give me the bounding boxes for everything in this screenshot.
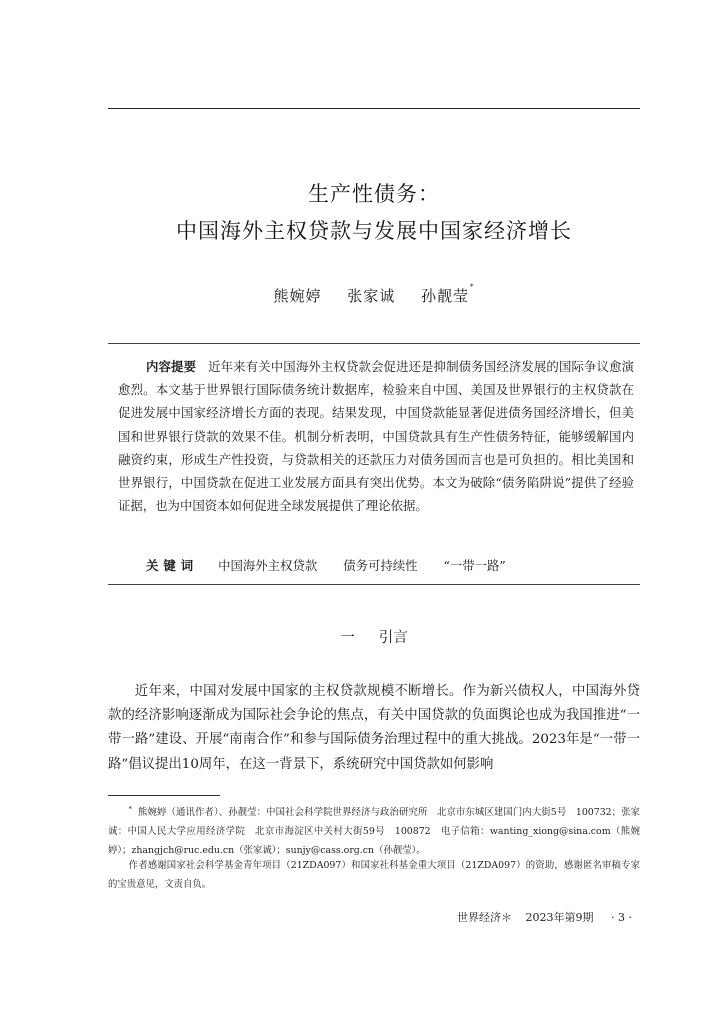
footnote (108, 857, 640, 895)
article-title-line-1: 生产性债务： (308, 182, 440, 206)
section-heading (108, 626, 640, 647)
journal-name: 世界经济＊ (457, 911, 512, 924)
footnote-rule (108, 795, 220, 796)
author-name: 孙靓莹* (421, 283, 475, 305)
author-list (108, 285, 640, 306)
author-footnote-mark: * (470, 283, 475, 291)
article-title-line-2: 中国海外主权贷款与发展中国家经济增长 (176, 219, 572, 243)
header-rule (108, 108, 640, 109)
footnote-mark: * (128, 805, 132, 813)
abstract-text: 近年来有关中国海外主权贷款会促进还是抑制债务国经济发展的国际争议愈演愈烈。本文基于世界银行国际债务统计数据库，检验来自中国、美国及世界银行的主权贷款在促进发展中国家经济增长方面的表现。结果发现，中国贷款能显著促进债务国经济增长，但美国和世界银行贷款的效果不佳。机制分析表明，中国贷款具有生产性债务特征，能够缓解国内融资约束，形成生产性投资，与贷款相关的还款压力对债务国而言也是可负担的。相比美国和世界银行，中国贷款在促进工业发展方面具有突出优势。本文为破除“债务陷阱说”提供了经验证据，也为中国资本如何促进全球发展提供了理论依据。 (118, 359, 635, 514)
body-paragraph: 近年来，中国对发展中国家的主权贷款规模不断增长。作为新兴债权人，中国海外贷款的经济影响逐渐成为国际社会争论的焦点，有关中国贷款的负面舆论也成为我国推进“一带一路”建设、开展“南南合作”和参与国际债务治理过程中的重大挑战。2023年是“一带一路”倡议提出10周年，在这一背景下，系统研究中国贷款如何影响 (108, 684, 640, 772)
keyword: 中国海外主权贷款 (218, 558, 318, 573)
keyword: “一带一路” (443, 558, 506, 573)
author-name: 张家诚 (347, 287, 396, 305)
abstract-rule-bottom (108, 584, 640, 585)
keywords-label: 关键词 (146, 558, 199, 573)
keywords (118, 556, 634, 574)
page-number: · 3 · (611, 911, 632, 924)
section-title: 引言 (378, 630, 408, 646)
author-name: 熊婉婷 (273, 287, 322, 305)
page-footer (447, 909, 632, 925)
footnote-text: 熊婉婷（通讯作者）、孙靓莹：中国社会科学院世界经济与政治研究所 北京市东城区建国门内大街5号 100732；张家诚：中国人民大学应用经济学院 北京市海淀区中关村大街59号 100872 电子信箱：wanting_xiong@sina.com（熊婉婷）；zhangjch@ruc.edu.cn（张家诚）；sunjy@cass.org.cn（孙靓莹）。 (108, 807, 640, 856)
abstract (118, 355, 634, 517)
abstract-rule-top (108, 343, 640, 344)
keyword: 债务可持续性 (343, 558, 418, 573)
footnote-text: 作者感谢国家社会科学基金青年项目（21ZDA097）和国家社科基金重大项目（21ZDA097）的资助，感谢匿名审稿专家的宝贵意见，文责自负。 (108, 860, 640, 890)
issue-label: 2023年第9期 (525, 911, 594, 924)
section-number: 一 (340, 630, 355, 646)
abstract-label: 内容提要 (146, 359, 197, 374)
footnote (108, 800, 640, 861)
